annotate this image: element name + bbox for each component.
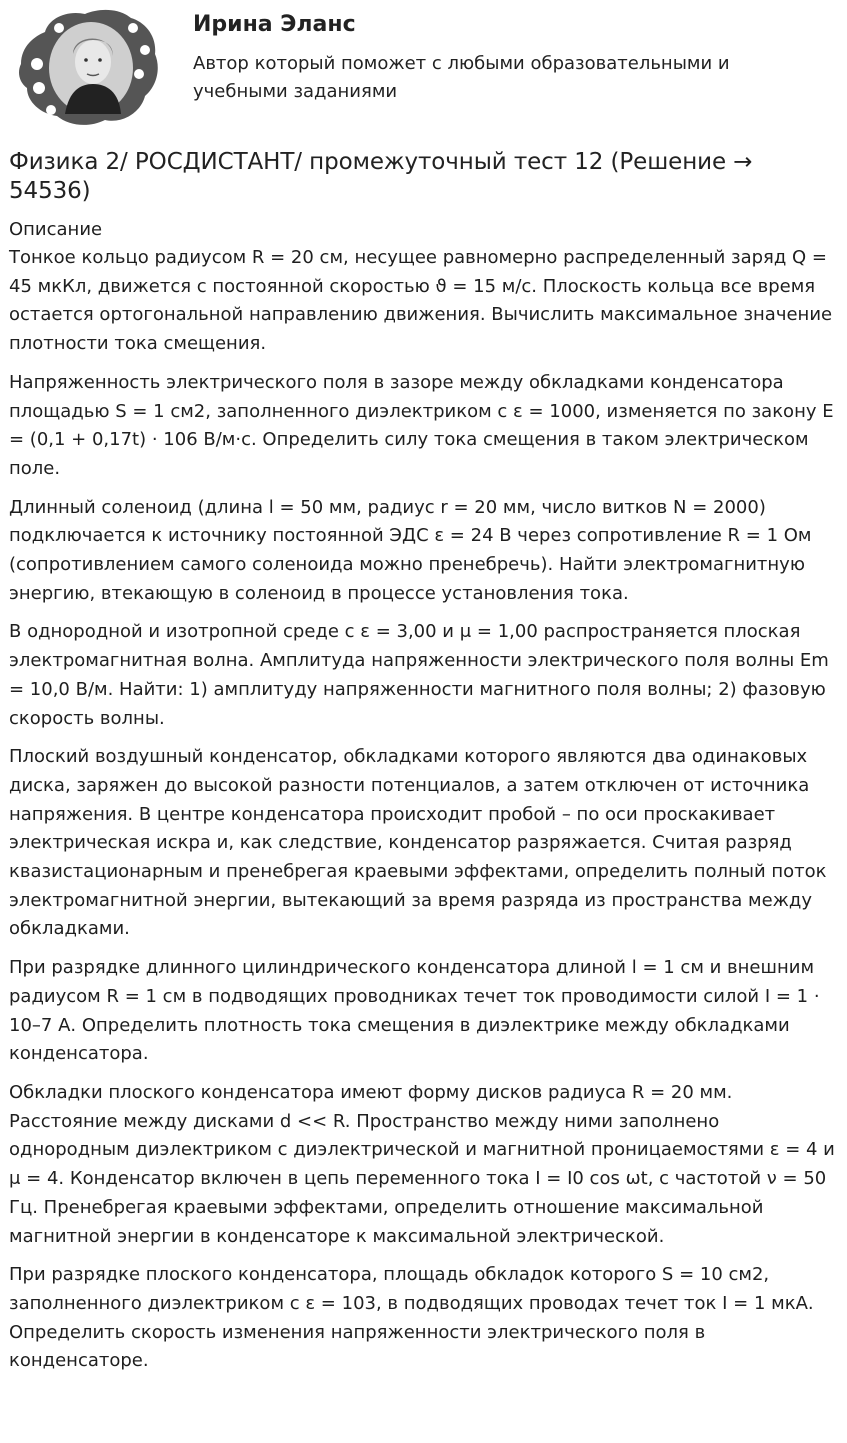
author-avatar[interactable] <box>15 6 161 128</box>
author-name[interactable]: Ирина Эланс <box>193 12 356 37</box>
description-label: Описание <box>9 219 103 240</box>
task-paragraph-6: При разрядке длинного цилиндрического конденсатора длиной l = 1 см и внешним радиусом R = 1 см в подводящих проводниках течет ток проводимости силой I = 1 · 10–7 А. Определить плотность тока смещения в диэлектрике между обкладками конденсатора. <box>9 957 820 1065</box>
task-paragraph-2: Напряженность электрического поля в зазоре между обкладками конденсатора площадью S = 1 см2, заполненного диэлектриком с ε = 1000, изменяется по закону E = (0,1 + 0,17t) · 106 В/м·с. Определить силу тока смещения в таком электрическом поле. <box>9 371 834 479</box>
author-description: Автор который поможет с любыми образовательными и учебными заданиями <box>193 53 730 102</box>
task-paragraph-5: Плоский воздушный конденсатор, обкладками которого являются два одинаковых диска, заряжен до высокой разности потенциалов, а затем отключен от источника напряжения. В центре конденсатора происходит пробой – по оси проскакивает электрическая искра и, как следствие, конденсатор разряжается. Считая разряд квазистационарным и пренебрегая краевыми эффектами, определить полный поток электромагнитной энергии, вытекающий за время разряда из пространства между обкладками. <box>9 746 827 940</box>
task-paragraph-8: При разрядке плоского конденсатора, площадь обкладок которого S = 10 см2, заполненного диэлектриком с ε = 103, в подводящих проводах течет ток I = 1 мкА. Определить скорость изменения напряженности электрического поля в конденсаторе. <box>9 1264 814 1372</box>
task-paragraph-4: В однородной и изотропной среде с ε = 3,00 и μ = 1,00 распространяется плоская электромагнитная волна. Амплитуда напряженности электрического поля волны Em = 10,0 В/м. Найти: 1) амплитуду напряженности магнитного поля волны; 2) фазовую скорость волны. <box>9 621 829 729</box>
author-header <box>9 0 838 134</box>
task-paragraph-3: Длинный соленоид (длина l = 50 мм, радиус r = 20 мм, число витков N = 2000) подключается к источнику постоянной ЭДС ε = 24 В через сопротивление R = 1 Ом (сопротивлением самого соленоида можно пренебречь). Найти электромагнитную энергию, втекающую в соленоид в процессе установления тока. <box>9 496 812 604</box>
page-title: Физика 2/ РОСДИСТАНТ/ промежуточный тест 12 (Решение → 54536) <box>9 149 753 204</box>
task-paragraph-1: Тонкое кольцо радиусом R = 20 см, несущее равномерно распределенный заряд Q = 45 мкКл, движется с постоянной скоростью ϑ = 15 м/с. Плоскость кольца все время остается ортогональной направлению движения. Вычислить максимальное значение плотности тока смещения. <box>9 247 833 355</box>
task-paragraph-7: Обкладки плоского конденсатора имеют форму дисков радиуса R = 20 мм. Расстояние между дисками d << R. Пространство между ними заполнено однородным диэлектриком с диэлектрической и магнитной проницаемостями ε = 4 и μ = 4. Конденсатор включен в цепь переменного тока I = I0 cos ωt, с частотой ν = 50 Гц. Пренебрегая краевыми эффектами, определить отношение максимальной магнитной энергии в конденсаторе к максимальной электрической. <box>9 1081 835 1247</box>
